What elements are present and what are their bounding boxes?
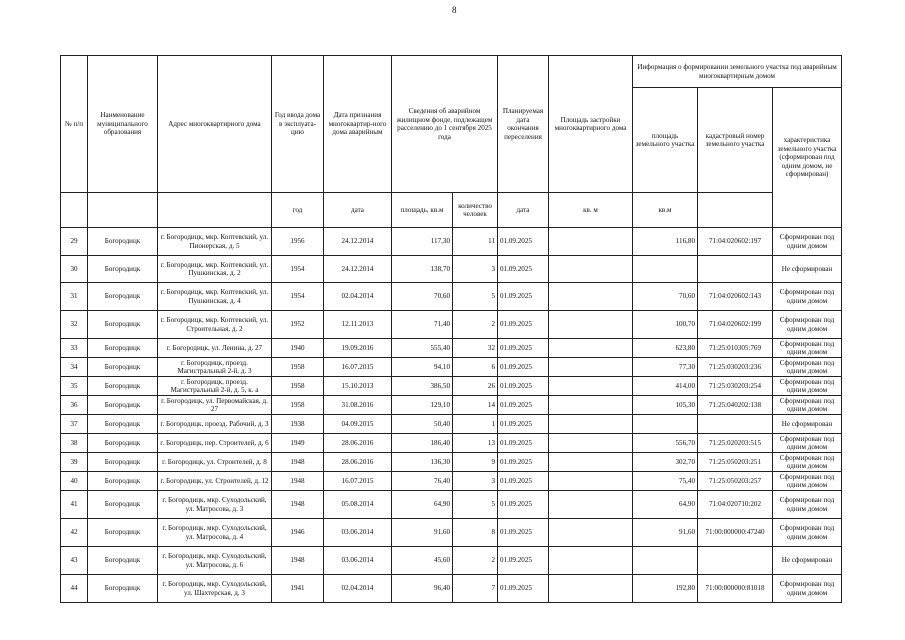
header-cadastral: кадастровый номер земельного участка	[698, 88, 773, 193]
cell-num: 41	[61, 491, 88, 519]
cell-land-area: 70,60	[633, 283, 698, 311]
cell-year: 1958	[272, 377, 324, 396]
cell-planned-date: 01.09.2025	[498, 472, 549, 491]
cell-land-status: Не сформирован	[773, 256, 842, 283]
cell-area: 64,90	[392, 491, 453, 519]
cell-people: 11	[453, 228, 498, 256]
cell-planned-date: 01.09.2025	[498, 575, 549, 603]
cell-people: 8	[453, 519, 498, 547]
cell-people: 14	[453, 396, 498, 415]
cell-land-area: 77,30	[633, 358, 698, 377]
header-date-emergency: Дата признания многоквартир-ного дома аварийным	[324, 56, 392, 193]
cell-date: 05.08.2014	[324, 491, 392, 519]
cell-land-status: Сформирован под одним домом	[773, 519, 842, 547]
unit-land-area: кв.м	[633, 193, 698, 228]
cell-cadastral: 71:04:020602:143	[698, 283, 773, 311]
cell-area: 186,40	[392, 434, 453, 453]
cell-address: г. Богородицк, мкр. Коптевский, ул. Пушкинская, д. 2	[158, 256, 272, 283]
table-row	[61, 311, 842, 339]
cell-address: г. Богородицк, ул. Строителей, д. 8	[158, 453, 272, 472]
cell-municipality: Богородицк	[88, 228, 158, 256]
cell-municipality: Богородицк	[88, 256, 158, 283]
cell-year: 1949	[272, 434, 324, 453]
cell-num: 32	[61, 311, 88, 339]
cell-planned-date: 01.09.2025	[498, 358, 549, 377]
cell-date: 16.07.2015	[324, 358, 392, 377]
cell-area: 96,40	[392, 575, 453, 603]
cell-year: 1954	[272, 283, 324, 311]
unit-date: дата	[324, 193, 392, 228]
cell-municipality: Богородицк	[88, 396, 158, 415]
cell-num: 29	[61, 228, 88, 256]
cell-num: 35	[61, 377, 88, 396]
table-row	[61, 396, 842, 415]
cell-municipality: Богородицк	[88, 415, 158, 434]
cell-address: г. Богородицк, проезд. Магистральный 2-й, д. 5, к. а	[158, 377, 272, 396]
cell-municipality: Богородицк	[88, 519, 158, 547]
cell-people: 13	[453, 434, 498, 453]
cell-land-status: Не сформирован	[773, 547, 842, 575]
unit-people: количество человек	[453, 193, 498, 228]
cell-people: 2	[453, 547, 498, 575]
cell-num: 43	[61, 547, 88, 575]
cell-land-area: 192,80	[633, 575, 698, 603]
cell-land-area: 116,80	[633, 228, 698, 256]
cell-cadastral: 71:25:050203:251	[698, 453, 773, 472]
header-building-area: Площадь застройки многоквартирного дома	[549, 56, 633, 193]
cell-cadastral: 71:25:020203:515	[698, 434, 773, 453]
cell-people: 6	[453, 358, 498, 377]
table-row	[61, 547, 842, 575]
cell-year: 1948	[272, 453, 324, 472]
cell-municipality: Богородицк	[88, 472, 158, 491]
cell-num: 34	[61, 358, 88, 377]
cell-num: 40	[61, 472, 88, 491]
cell-building-area	[549, 472, 633, 491]
unit-building-area: кв. м	[549, 193, 633, 228]
cell-cadastral	[698, 547, 773, 575]
cell-cadastral	[698, 415, 773, 434]
cell-land-area: 414,00	[633, 377, 698, 396]
cell-building-area	[549, 491, 633, 519]
page-number: 8	[452, 5, 457, 15]
unit-year: год	[272, 193, 324, 228]
table-row	[61, 283, 842, 311]
cell-date: 24.12.2014	[324, 256, 392, 283]
cell-people: 5	[453, 491, 498, 519]
cell-date: 02.04.2014	[324, 575, 392, 603]
cell-year: 1948	[272, 491, 324, 519]
cell-municipality: Богородицк	[88, 547, 158, 575]
cell-land-status: Сформирован под одним домом	[773, 228, 842, 256]
cell-people: 9	[453, 453, 498, 472]
cell-building-area	[549, 339, 633, 358]
cell-land-status: Не сформирован	[773, 415, 842, 434]
cell-address: г. Богородицк, мкр. Суходольский, ул. Матросова, д. 3	[158, 491, 272, 519]
cell-building-area	[549, 396, 633, 415]
table-row	[61, 519, 842, 547]
cell-area: 91,60	[392, 519, 453, 547]
cell-land-status: Сформирован под одним домом	[773, 377, 842, 396]
header-num: № п/п	[61, 56, 88, 193]
cell-land-status: Сформирован под одним домом	[773, 358, 842, 377]
cell-cadastral: 71:25:010305:769	[698, 339, 773, 358]
cell-land-status: Сформирован под одним домом	[773, 453, 842, 472]
unit-mun-empty	[88, 193, 158, 228]
cell-people: 3	[453, 256, 498, 283]
cell-date: 19.09.2016	[324, 339, 392, 358]
cell-year: 1938	[272, 415, 324, 434]
table-row	[61, 453, 842, 472]
cell-num: 38	[61, 434, 88, 453]
cell-planned-date: 01.09.2025	[498, 453, 549, 472]
cell-building-area	[549, 415, 633, 434]
cell-planned-date: 01.09.2025	[498, 283, 549, 311]
cell-area: 138,70	[392, 256, 453, 283]
cell-address: г. Богородицк, мкр. Суходольский, ул. Матросова, д. 4	[158, 519, 272, 547]
cell-building-area	[549, 311, 633, 339]
cell-address: г. Богородицк, мкр. Суходольский, ул. Матросова, д. 6	[158, 547, 272, 575]
cell-year: 1958	[272, 358, 324, 377]
cell-address: г. Богородицк, мкр. Коптевский, ул. Пушкинская, д. 4	[158, 283, 272, 311]
cell-land-status: Сформирован под одним домом	[773, 339, 842, 358]
cell-land-area	[633, 415, 698, 434]
cell-planned-date: 01.09.2025	[498, 228, 549, 256]
table-row	[61, 377, 842, 396]
cell-land-area: 623,80	[633, 339, 698, 358]
cell-building-area	[549, 377, 633, 396]
unit-addr-empty	[158, 193, 272, 228]
cell-municipality: Богородицк	[88, 311, 158, 339]
cell-cadastral: 71:25:040202:138	[698, 396, 773, 415]
cell-land-area: 100,70	[633, 311, 698, 339]
cell-area: 386,50	[392, 377, 453, 396]
cell-people: 7	[453, 575, 498, 603]
table-row	[61, 415, 842, 434]
cell-land-area: 105,30	[633, 396, 698, 415]
cell-num: 37	[61, 415, 88, 434]
cell-municipality: Богородицк	[88, 339, 158, 358]
cell-year: 1941	[272, 575, 324, 603]
cell-date: 03.06.2014	[324, 547, 392, 575]
cell-date: 28.06.2016	[324, 434, 392, 453]
cell-cadastral: 71:25:030203:236	[698, 358, 773, 377]
cell-people: 2	[453, 311, 498, 339]
unit-planned: дата	[498, 193, 549, 228]
cell-planned-date: 01.09.2025	[498, 434, 549, 453]
cell-building-area	[549, 283, 633, 311]
cell-planned-date: 01.09.2025	[498, 519, 549, 547]
cell-num: 33	[61, 339, 88, 358]
cell-area: 129,10	[392, 396, 453, 415]
cell-address: г. Богородицк, проезд. Магистральный 2-й, д. 3	[158, 358, 272, 377]
cell-area: 94,10	[392, 358, 453, 377]
cell-municipality: Богородицк	[88, 283, 158, 311]
header-land-area: площадь земельного участка	[633, 88, 698, 193]
table-row	[61, 434, 842, 453]
cell-land-status: Сформирован под одним домом	[773, 491, 842, 519]
cell-municipality: Богородицк	[88, 358, 158, 377]
cell-address: г. Богородицк, мкр. Коптевский, ул. Пионерская, д. 5	[158, 228, 272, 256]
cell-year: 1948	[272, 472, 324, 491]
cell-year: 1954	[272, 256, 324, 283]
cell-cadastral: 71:25:030203:254	[698, 377, 773, 396]
emergency-housing-table	[60, 55, 842, 603]
cell-building-area	[549, 547, 633, 575]
cell-building-area	[549, 228, 633, 256]
header-fund-info: Сведения об аварийном жилищном фонде, подлежащем расселению до 1 сентября 2025 года	[392, 56, 498, 193]
cell-address: г. Богородицк, пер. Строителей, д. 6	[158, 434, 272, 453]
cell-building-area	[549, 434, 633, 453]
cell-planned-date: 01.09.2025	[498, 311, 549, 339]
cell-planned-date: 01.09.2025	[498, 339, 549, 358]
cell-area: 71,40	[392, 311, 453, 339]
cell-cadastral: 71:04:020710:202	[698, 491, 773, 519]
cell-year: 1956	[272, 228, 324, 256]
cell-municipality: Богородицк	[88, 377, 158, 396]
cell-date: 16.07.2015	[324, 472, 392, 491]
table-row	[61, 339, 842, 358]
cell-cadastral: 71:00:000000:47240	[698, 519, 773, 547]
unit-num-empty	[61, 193, 88, 228]
table-row	[61, 575, 842, 603]
header-planned-date: Планируемая дата окончания переселения	[498, 56, 549, 193]
cell-date: 24.12.2014	[324, 228, 392, 256]
cell-planned-date: 01.09.2025	[498, 256, 549, 283]
cell-land-area	[633, 256, 698, 283]
cell-people: 26	[453, 377, 498, 396]
cell-area: 555,40	[392, 339, 453, 358]
cell-planned-date: 01.09.2025	[498, 547, 549, 575]
cell-cadastral: 71:04:020602:199	[698, 311, 773, 339]
cell-land-status: Сформирован под одним домом	[773, 472, 842, 491]
cell-building-area	[549, 575, 633, 603]
cell-planned-date: 01.09.2025	[498, 396, 549, 415]
table-row	[61, 228, 842, 256]
cell-land-status: Сформирован под одним домом	[773, 311, 842, 339]
unit-area: площадь, кв.м	[392, 193, 453, 228]
header-address: Адрес многоквартирного дома	[158, 56, 272, 193]
cell-planned-date: 01.09.2025	[498, 415, 549, 434]
table-row	[61, 472, 842, 491]
cell-num: 30	[61, 256, 88, 283]
cell-planned-date: 01.09.2025	[498, 377, 549, 396]
cell-year: 1948	[272, 547, 324, 575]
cell-date: 28.06.2016	[324, 453, 392, 472]
cell-cadastral: 71:00:000000:81018	[698, 575, 773, 603]
cell-people: 1	[453, 415, 498, 434]
cell-area: 50,40	[392, 415, 453, 434]
cell-num: 31	[61, 283, 88, 311]
cell-cadastral	[698, 256, 773, 283]
cell-area: 136,30	[392, 453, 453, 472]
cell-building-area	[549, 358, 633, 377]
table-row	[61, 358, 842, 377]
cell-land-status: Сформирован под одним домом	[773, 396, 842, 415]
cell-date: 31.08.2016	[324, 396, 392, 415]
header-year-built: Год ввода дома в эксплуата-цию	[272, 56, 324, 193]
cell-building-area	[549, 256, 633, 283]
cell-area: 70,60	[392, 283, 453, 311]
cell-date: 02.04.2014	[324, 283, 392, 311]
cell-land-status: Сформирован под одним домом	[773, 434, 842, 453]
cell-address: г. Богородицк, ул. Строителей, д. 12	[158, 472, 272, 491]
cell-num: 36	[61, 396, 88, 415]
cell-area: 117,30	[392, 228, 453, 256]
cell-land-area: 64,90	[633, 491, 698, 519]
cell-year: 1946	[272, 519, 324, 547]
cell-building-area	[549, 519, 633, 547]
header-municipality: Наименование муниципального образования	[88, 56, 158, 193]
cell-address: г. Богородицк, мкр. Суходольский, ул. Шахтерская, д. 3	[158, 575, 272, 603]
cell-date: 03.06.2014	[324, 519, 392, 547]
cell-building-area	[549, 453, 633, 472]
cell-municipality: Богородицк	[88, 434, 158, 453]
cell-land-area: 302,70	[633, 453, 698, 472]
cell-year: 1958	[272, 396, 324, 415]
table-body	[61, 228, 842, 603]
header-land-status: характеристика земельного участка (сформирован под одним домом, не сформирован)	[773, 88, 842, 228]
cell-cadastral: 71:25:050203:257	[698, 472, 773, 491]
cell-year: 1952	[272, 311, 324, 339]
table-row	[61, 256, 842, 283]
cell-people: 5	[453, 283, 498, 311]
cell-area: 76,40	[392, 472, 453, 491]
cell-date: 15.10.2013	[324, 377, 392, 396]
cell-address: г. Богородицк, мкр. Коптевский, ул. Строительная, д. 2	[158, 311, 272, 339]
cell-address: г. Богородицк, ул. Ленина, д. 27	[158, 339, 272, 358]
cell-address: г. Богородицк, проезд. Рабочий, д. 3	[158, 415, 272, 434]
cell-address: г. Богородицк, ул. Первомайская, д. 27	[158, 396, 272, 415]
cell-land-status: Сформирован под одним домом	[773, 283, 842, 311]
cell-area: 45,60	[392, 547, 453, 575]
cell-land-area: 75,40	[633, 472, 698, 491]
cell-num: 42	[61, 519, 88, 547]
cell-land-area: 556,70	[633, 434, 698, 453]
cell-municipality: Богородицк	[88, 575, 158, 603]
cell-date: 12.11.2013	[324, 311, 392, 339]
cell-num: 44	[61, 575, 88, 603]
unit-cadastral-empty	[698, 193, 773, 228]
cell-num: 39	[61, 453, 88, 472]
cell-land-area	[633, 547, 698, 575]
header-land-info: Информация о формировании земельного участка под аварийным многоквартирным домом	[633, 56, 842, 88]
cell-people: 3	[453, 472, 498, 491]
cell-land-status: Сформирован под одним домом	[773, 575, 842, 603]
cell-municipality: Богородицк	[88, 491, 158, 519]
cell-land-area: 91,60	[633, 519, 698, 547]
table-row	[61, 491, 842, 519]
cell-date: 04.09.2015	[324, 415, 392, 434]
cell-cadastral: 71:04:020602:197	[698, 228, 773, 256]
cell-people: 32	[453, 339, 498, 358]
cell-planned-date: 01.09.2025	[498, 491, 549, 519]
cell-municipality: Богородицк	[88, 453, 158, 472]
cell-year: 1940	[272, 339, 324, 358]
